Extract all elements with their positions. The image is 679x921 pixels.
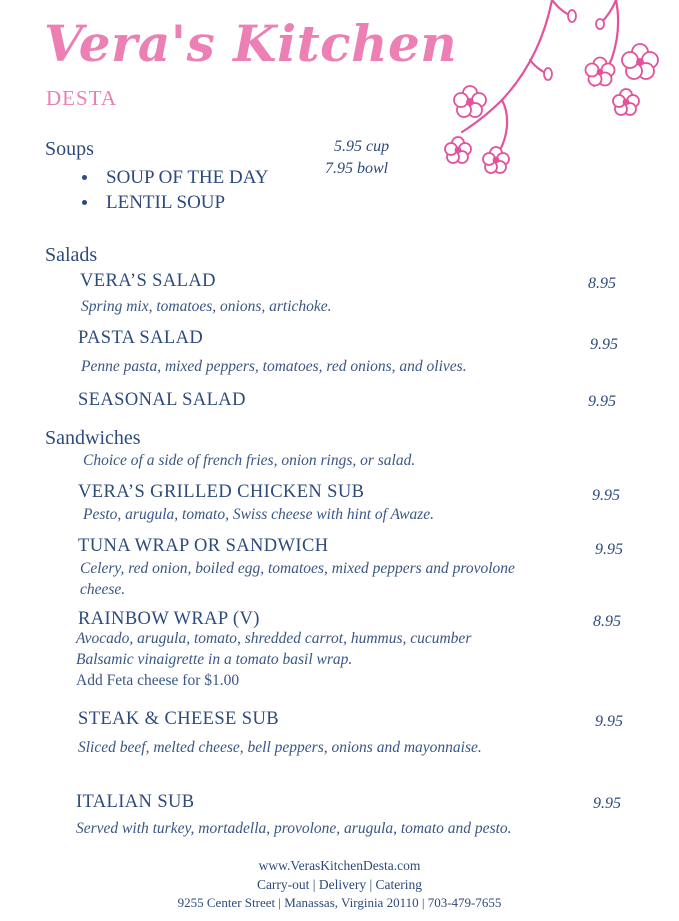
menu-item-price: 9.95	[590, 336, 618, 353]
section-title-salads: Salads	[45, 244, 98, 266]
menu-item-price: 9.95	[592, 487, 620, 504]
section-title-sandwiches: Sandwiches	[45, 427, 141, 449]
list-item	[80, 165, 268, 190]
list-item	[80, 190, 268, 215]
soup-price-bowl: 7.95 bowl	[325, 160, 389, 177]
bullet-icon	[82, 200, 87, 205]
restaurant-subtitle: DESTA	[46, 86, 117, 110]
menu-item-description: Served with turkey, mortadella, provolone, arugula, tomato and pesto.	[76, 820, 512, 837]
restaurant-name: Vera's Kitchen	[44, 14, 458, 73]
soup-name: SOUP OF THE DAY	[106, 167, 269, 188]
menu-item-price: 9.95	[595, 713, 623, 730]
menu-item-description: Spring mix, tomatoes, onions, artichoke.	[81, 298, 332, 315]
menu-item-name: ITALIAN SUB	[76, 792, 195, 812]
menu-item-name: PASTA SALAD	[78, 328, 204, 348]
menu-item-description: Pesto, arugula, tomato, Swiss cheese with hint of Awaze.	[83, 506, 435, 523]
menu-item-price: 9.95	[593, 795, 621, 812]
cherry-blossom-decoration	[440, 0, 679, 185]
footer-address: 9255 Center Street | Manassas, Virginia 20110 | 703-479-7655	[177, 895, 502, 910]
footer-website: www.VerasKitchenDesta.com	[258, 858, 421, 873]
sandwiches-side-note: Choice of a side of french fries, onion rings, or salad.	[83, 452, 416, 469]
menu-item-price: 9.95	[595, 541, 623, 558]
bullet-icon	[82, 175, 87, 180]
menu-item-price: 8.95	[593, 613, 621, 630]
footer-services: Carry-out | Delivery | Catering	[256, 877, 423, 892]
menu-item-description: Penne pasta, mixed peppers, tomatoes, red onions, and olives.	[81, 358, 467, 375]
menu-item-name: VERA’S SALAD	[80, 271, 216, 291]
menu-item-addon: Add Feta cheese for $1.00	[76, 672, 240, 689]
soup-list	[80, 165, 268, 215]
section-title-soups: Soups	[45, 138, 94, 160]
menu-item-name: TUNA WRAP OR SANDWICH	[78, 536, 329, 556]
menu-item-description: Celery, red onion, boiled egg, tomatoes, mixed peppers and provolone cheese.	[80, 560, 515, 598]
menu-item-name: STEAK & CHEESE SUB	[78, 709, 279, 729]
menu-item-price: 8.95	[588, 275, 616, 292]
soup-name: LENTIL SOUP	[106, 192, 226, 213]
menu-item-name: SEASONAL SALAD	[78, 390, 246, 410]
menu-item-description: Avocado, arugula, tomato, shredded carrot, hummus, cucumber Balsamic vinaigrette in a tomato basil wrap.	[76, 630, 472, 668]
soup-price-cup: 5.95 cup	[334, 138, 390, 155]
menu-item-name: RAINBOW WRAP (V)	[78, 609, 260, 629]
menu-item-name: VERA’S GRILLED CHICKEN SUB	[78, 482, 365, 502]
menu-item-price: 9.95	[588, 393, 616, 410]
menu-item-description: Sliced beef, melted cheese, bell peppers, onions and mayonnaise.	[78, 739, 482, 756]
